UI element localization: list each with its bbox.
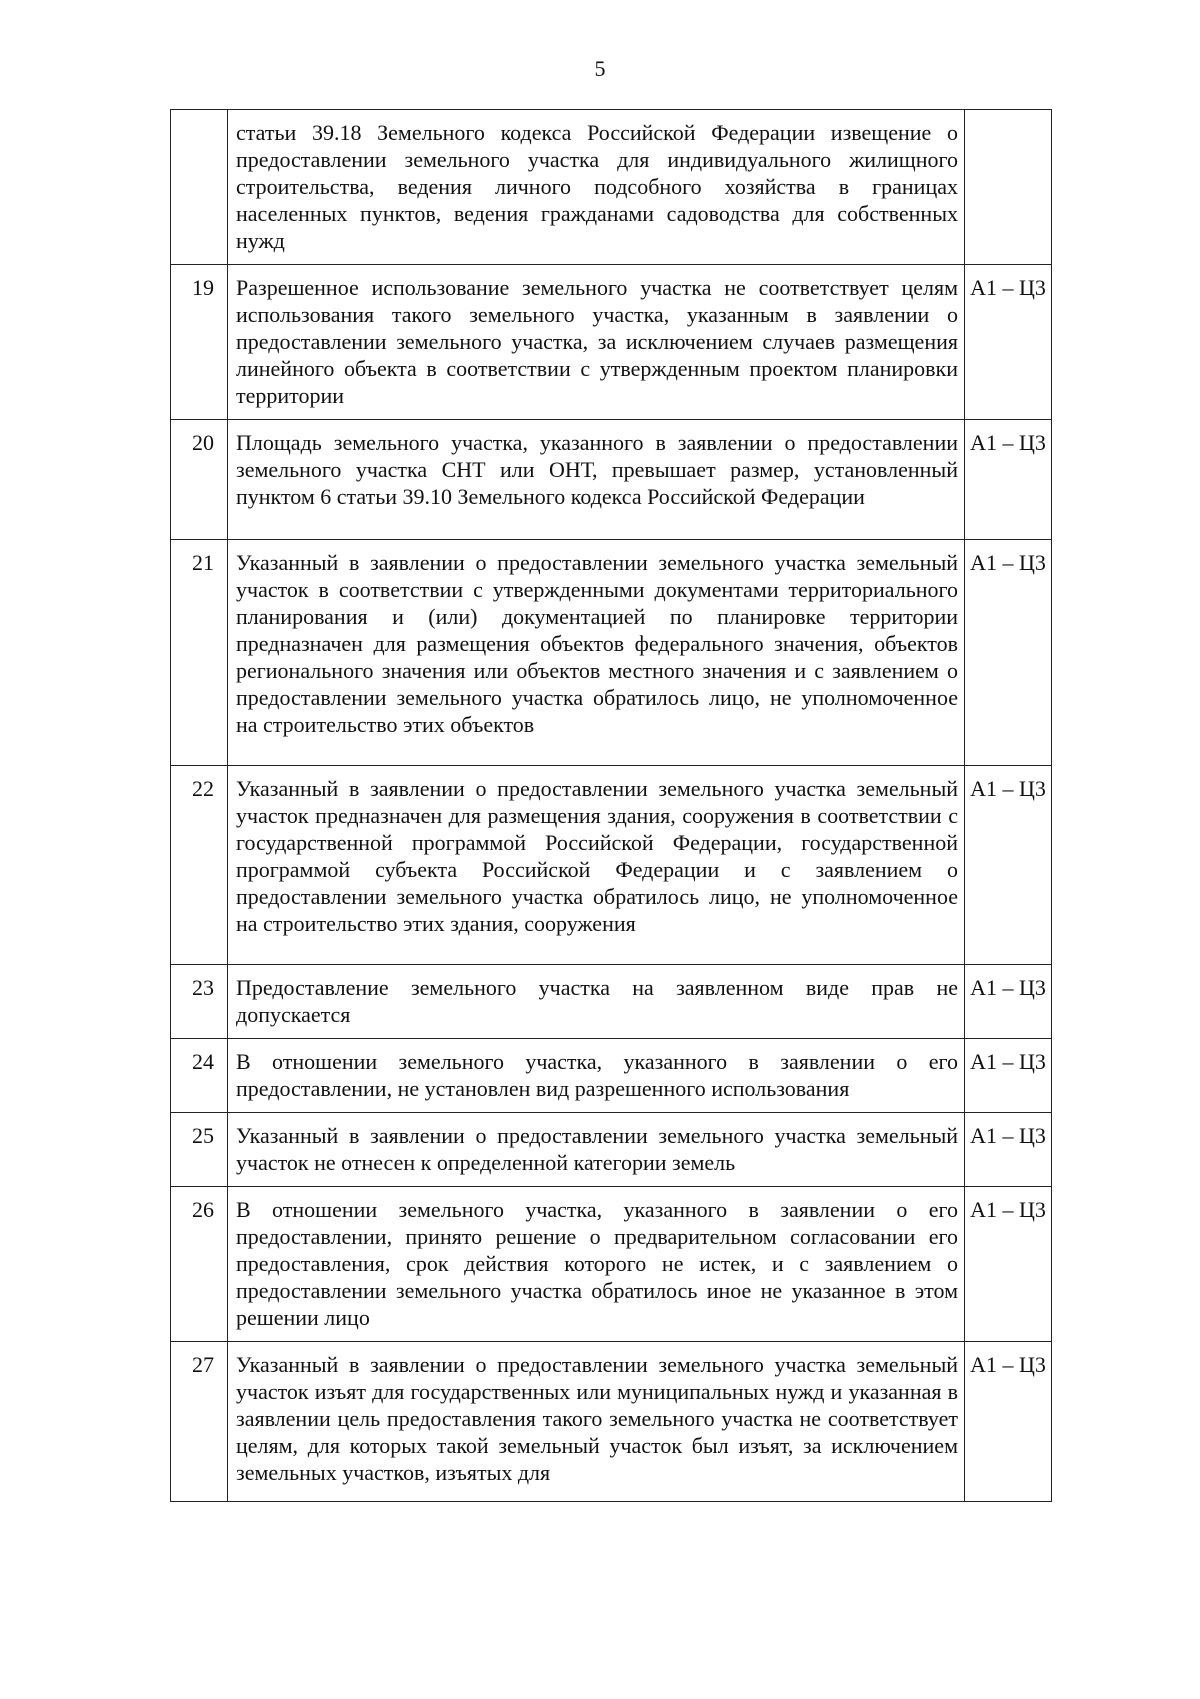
row-number xyxy=(171,110,228,265)
row-code: А1 – Ц3 xyxy=(965,540,1052,766)
row-number: 19 xyxy=(171,265,228,420)
row-text: Разрешенное использование земельного участка не соответствует целям использования такого земельного участка, указанным в заявлении о предоставлении земельного участка, за исключением случаев размещения линейного объекта в соответствии с утвержденным проектом планировки территории xyxy=(228,265,965,420)
page-number: 5 xyxy=(594,56,606,81)
row-number: 23 xyxy=(171,965,228,1039)
row-text: Площадь земельного участка, указанного в заявлении о предоставлении земельного участка СНТ или ОНТ, превышает размер, установленный пунктом 6 статьи 39.10 Земельного кодекса Российской Федерации xyxy=(228,420,965,540)
row-text: Указанный в заявлении о предоставлении земельного участка земельный участок в соответствии с утвержденными документами территориального планирования и (или) документацией по планировке территории предназначен для размещения объектов федерального значения, объектов регионального значения или объектов местного значения и с заявлением о предоставлении земельного участка обратилось лицо, не уполномоченное на строительство этих объектов xyxy=(228,540,965,766)
row-code: А1 – Ц3 xyxy=(965,766,1052,965)
table-row xyxy=(171,1113,1052,1187)
row-number: 27 xyxy=(171,1342,228,1502)
table-row xyxy=(171,766,1052,965)
row-number: 20 xyxy=(171,420,228,540)
row-text: статьи 39.18 Земельного кодекса Российской Федерации извещение о предоставлении земельного участка для индивидуального жилищного строительства, ведения личного подсобного хозяйства в границах населенных пунктов, ведения гражданами садоводства для собственных нужд xyxy=(228,110,965,265)
table-row xyxy=(171,1342,1052,1502)
row-number: 26 xyxy=(171,1187,228,1342)
row-text: В отношении земельного участка, указанного в заявлении о его предоставлении, не установлен вид разрешенного использования xyxy=(228,1039,965,1113)
row-code: А1 – Ц3 xyxy=(965,965,1052,1039)
row-number: 24 xyxy=(171,1039,228,1113)
row-text: Указанный в заявлении о предоставлении земельного участка земельный участок изъят для государственных или муниципальных нужд и указанная в заявлении цель предоставления такого земельного участка не соответствует целям, для которых такой земельный участок был изъят, за исключением земельных участков, изъятых для xyxy=(228,1342,965,1502)
table-row xyxy=(171,965,1052,1039)
row-number: 25 xyxy=(171,1113,228,1187)
table-row xyxy=(171,540,1052,766)
table-row xyxy=(171,265,1052,420)
row-text: В отношении земельного участка, указанного в заявлении о его предоставлении, принято решение о предварительном согласовании его предоставления, срок действия которого не истек, и с заявлением о предоставлении земельного участка обратилось иное не указанное в этом решении лицо xyxy=(228,1187,965,1342)
row-number: 21 xyxy=(171,540,228,766)
table-row xyxy=(171,420,1052,540)
grounds-table xyxy=(170,109,1052,1502)
row-code: А1 – Ц3 xyxy=(965,1342,1052,1502)
table-row xyxy=(171,1187,1052,1342)
row-code: А1 – Ц3 xyxy=(965,1039,1052,1113)
row-code: А1 – Ц3 xyxy=(965,1113,1052,1187)
row-code xyxy=(965,110,1052,265)
table-row xyxy=(171,110,1052,265)
table-row xyxy=(171,1039,1052,1113)
row-text: Указанный в заявлении о предоставлении земельного участка земельный участок предназначен для размещения здания, сооружения в соответствии с государственной программой Российской Федерации, государственной программой субъекта Российской Федерации и с заявлением о предоставлении земельного участка обратилось лицо, не уполномоченное на строительство этих здания, сооружения xyxy=(228,766,965,965)
row-code: А1 – Ц3 xyxy=(965,265,1052,420)
row-code: А1 – Ц3 xyxy=(965,1187,1052,1342)
row-code: А1 – Ц3 xyxy=(965,420,1052,540)
row-number: 22 xyxy=(171,766,228,965)
row-text: Указанный в заявлении о предоставлении земельного участка земельный участок не отнесен к определенной категории земель xyxy=(228,1113,965,1187)
row-text: Предоставление земельного участка на заявленном виде прав не допускается xyxy=(228,965,965,1039)
